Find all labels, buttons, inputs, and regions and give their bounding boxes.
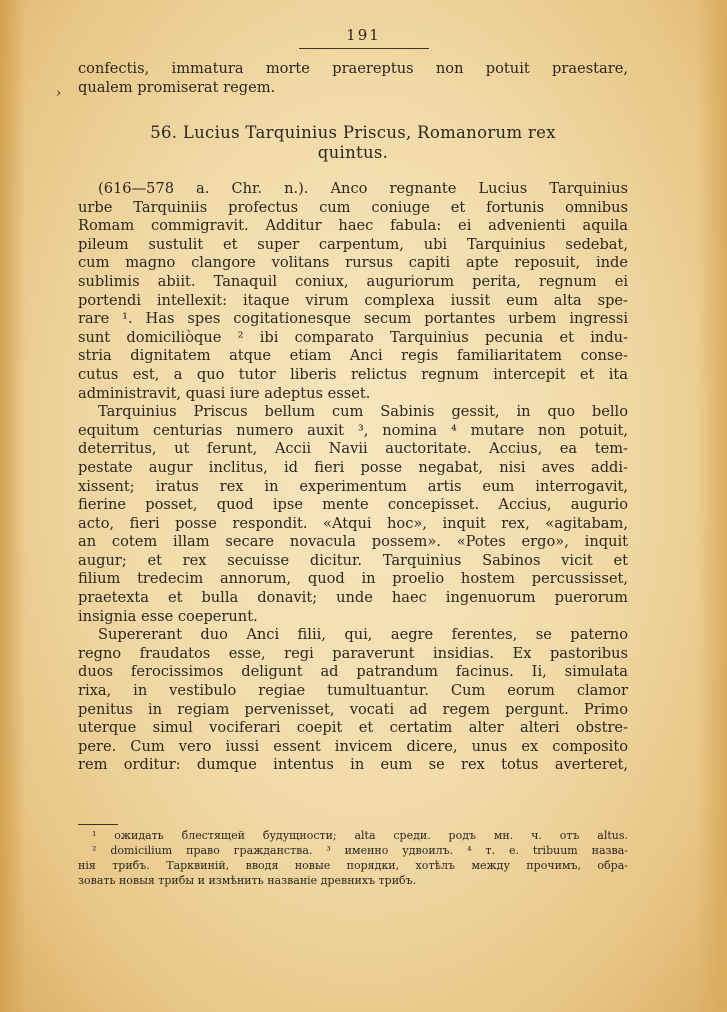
text-line: insignia esse coeperunt. <box>78 607 258 625</box>
text-line: administravit, quasi iure adeptus esset. <box>78 384 371 402</box>
text-line: regno fraudatos esse, regi paraverunt insidias. Ex pastoribus <box>78 644 628 662</box>
text-line: filium tredecim annorum, quod in proelio hostem percussisset, <box>78 570 628 588</box>
text-line: acto, fieri posse respondit. «Atqui hoc», inquit rex, «agitabam, <box>78 514 628 532</box>
section-heading-line: quintus. <box>317 143 389 162</box>
text-line: Supererant duo Anci filii, qui, aegre ferentes, se paterno <box>98 626 628 644</box>
text-line: rare ¹. Has spes cogitationesque secum portantes urbem ingressi <box>78 310 628 328</box>
header-rule <box>299 48 429 49</box>
section-heading <box>78 123 628 163</box>
body-text <box>78 180 628 775</box>
text-line: stria dignitatem atque etiam Anci regis familiaritatem conse- <box>78 347 628 365</box>
text-line: cutus est, a quo tutor liberis relictus regnum intercepit et ita <box>78 365 628 383</box>
footnotes <box>78 828 628 888</box>
section-heading-line: 56. Lucius Tarquinius Priscus, Romanorum rex <box>150 123 556 142</box>
text-line: fierine posset, quod ipse mente concepisset. Accius, augurio <box>78 496 628 514</box>
text-line: Tarquinius Priscus bellum cum Sabinis gessit, in quo bello <box>98 403 628 421</box>
text-line: sublimis abiit. Tanaquil coniux, auguriorum perita, regnum ei <box>78 272 628 290</box>
text-line: cum magno clangore volitans rursus capiti apte reposuit, inde <box>78 254 628 272</box>
page-edge-shadow-right <box>697 0 727 1012</box>
margin-mark: › <box>56 86 62 101</box>
text-line: pere. Cum vero iussi essent invicem dicere, unus ex composito <box>78 737 628 755</box>
text-line: pestate augur inclitus, id fieri posse negabat, nisi aves addi- <box>78 458 628 476</box>
footnote-line: зовать новыя трибы и измѣнить названіе древнихъ трибъ. <box>78 874 417 887</box>
text-line: urbe Tarquiniis profectus cum coniuge et fortunis omnibus <box>78 198 628 216</box>
text-line: augur; et rex secuisse dicitur. Tarquinius Sabinos vicit et <box>78 551 628 569</box>
text-line: penitus in regiam pervenisset, vocati ad regem pergunt. Primo <box>78 700 628 718</box>
text-line: qualem promiserat regem. <box>78 78 276 96</box>
text-line: pileum sustulit et super carpentum, ubi Tarquinius sedebat, <box>78 235 628 253</box>
text-line: praetexta et bulla donavit; unde haec ingenuorum puerorum <box>78 589 628 607</box>
text-line: confectis, immatura morte praereptus non potuit praestare, <box>78 60 628 77</box>
text-line: portendi intellexit: itaque virum complexa iussit eum alta spe- <box>78 291 628 309</box>
text-line: uterque simul vociferari coepit et certatim alter alteri obstre- <box>78 719 628 737</box>
text-line: rixa, in vestibulo regiae tumultuantur. Cum eorum clamor <box>78 682 628 700</box>
page-number: 191 <box>346 26 381 44</box>
text-line: an cotem illam secare novacula possem». «Potes ergo», inquit <box>78 533 628 551</box>
text-line: xissent; iratus rex in experimentum artis eum interrogavit, <box>78 477 628 495</box>
text-line: equitum centurias numero auxit ³, nomina ⁴ mutare non potuit, <box>78 421 628 439</box>
footnote-line: нія трибъ. Тарквиній, вводя новые порядки, хотѣлъ между прочимъ, обра- <box>78 859 628 872</box>
text-line: rem orditur: dumque intentus in eum se rex totus averteret, <box>78 756 628 774</box>
text-line: Romam commigravit. Additur haec fabula: ei advenienti aquila <box>78 217 628 235</box>
footnote-rule <box>78 824 118 825</box>
footnote-line: ² domicilium право гражданства. ³ именно удвоилъ. ⁴ т. е. tribuum назва- <box>92 844 628 857</box>
text-line: sunt domiciliòque ² ibi comparato Tarquinius pecunia et indu- <box>78 328 628 346</box>
text-line: (616—578 a. Chr. n.). Anco regnante Lucius Tarquinius <box>98 180 628 197</box>
footnote-line: ¹ ожидать блестящей будущности; alta среди. родъ мн. ч. отъ altus. <box>92 829 628 842</box>
page-edge-shadow-left <box>0 0 26 1012</box>
text-line: deterritus, ut ferunt, Accii Navii auctoritate. Accius, ea tem- <box>78 440 628 458</box>
text-line: duos ferocissimos deligunt ad patrandum facinus. Ii, simulata <box>78 663 628 681</box>
intro-paragraph <box>78 60 628 97</box>
